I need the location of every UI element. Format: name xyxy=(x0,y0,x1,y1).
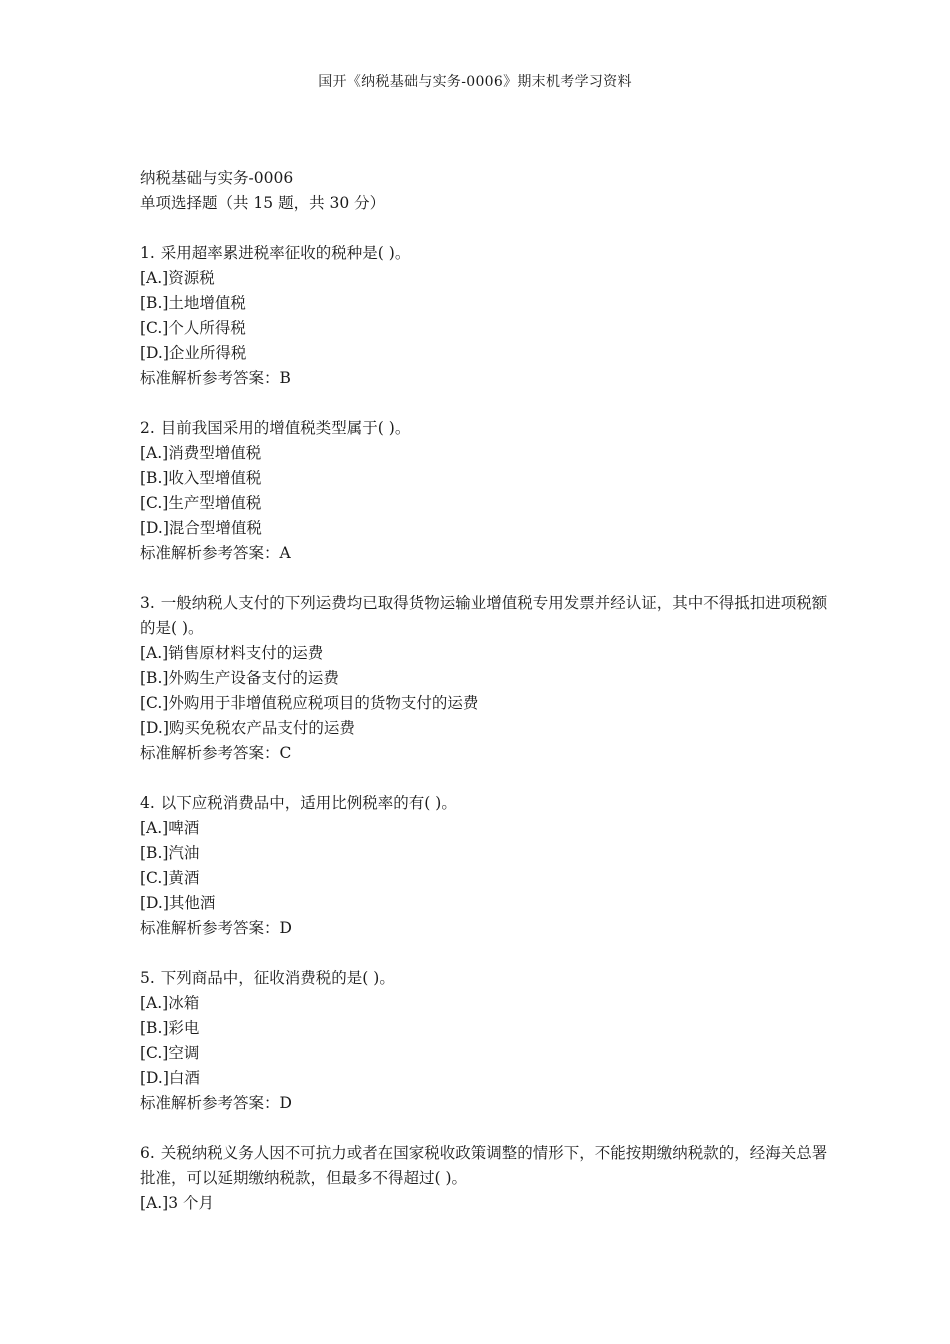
answer-line: 标准解析参考答案：D xyxy=(140,919,292,937)
option-a: [A.]消费型增值税 xyxy=(140,444,262,462)
question-3 xyxy=(140,591,830,766)
option-a: [A.]资源税 xyxy=(140,269,215,287)
question-text: 采用超率累进税率征收的税种是( )。 xyxy=(160,244,411,262)
question-stem xyxy=(140,1141,830,1191)
question-stem xyxy=(140,241,830,266)
option-c: [C.]外购用于非增值税应税项目的货物支付的运费 xyxy=(140,694,479,712)
answer-line: 标准解析参考答案：D xyxy=(140,1094,292,1112)
question-4 xyxy=(140,791,830,941)
section-title: 单项选择题（共 15 题，共 30 分） xyxy=(140,194,386,212)
option-d: [D.]其他酒 xyxy=(140,894,216,912)
answer-line: 标准解析参考答案：A xyxy=(140,544,291,562)
question-text: 关税纳税义务人因不可抗力或者在国家税收政策调整的情形下，不能按期缴纳税款的，经海关总署批准，可以延期缴纳税款，但最多不得超过( )。 xyxy=(140,1144,828,1187)
question-stem xyxy=(140,416,830,441)
page-header: 国开《纳税基础与实务-0006》期末机考学习资料 xyxy=(318,74,632,90)
question-number: 5. xyxy=(140,969,155,987)
option-b: [B.]彩电 xyxy=(140,1019,200,1037)
question-1 xyxy=(140,241,830,391)
question-text: 以下应税消费品中，适用比例税率的有( )。 xyxy=(160,794,457,812)
question-stem xyxy=(140,966,830,991)
question-5 xyxy=(140,966,830,1116)
question-number: 2. xyxy=(140,419,155,437)
option-a: [A.]啤酒 xyxy=(140,819,200,837)
question-number: 4. xyxy=(140,794,155,812)
question-text: 下列商品中，征收消费税的是( )。 xyxy=(160,969,395,987)
question-stem xyxy=(140,591,830,641)
question-6 xyxy=(140,1141,830,1216)
question-text: 一般纳税人支付的下列运费均已取得货物运输业增值税专用发票并经认证，其中不得抵扣进项税额的是( )。 xyxy=(140,594,828,637)
option-b: [B.]土地增值税 xyxy=(140,294,246,312)
option-a: [A.]3 个月 xyxy=(140,1194,215,1212)
answer-line: 标准解析参考答案：B xyxy=(140,369,291,387)
question-number: 1. xyxy=(140,244,155,262)
question-number: 3. xyxy=(140,594,155,612)
option-b: [B.]汽油 xyxy=(140,844,200,862)
option-a: [A.]冰箱 xyxy=(140,994,200,1012)
answer-line: 标准解析参考答案：C xyxy=(140,744,292,762)
option-c: [C.]黄酒 xyxy=(140,869,200,887)
option-c: [C.]个人所得税 xyxy=(140,319,246,337)
question-number: 6. xyxy=(140,1144,155,1162)
question-text: 目前我国采用的增值税类型属于( )。 xyxy=(160,419,411,437)
document-content xyxy=(140,166,830,1216)
option-d: [D.]白酒 xyxy=(140,1069,200,1087)
option-c: [C.]空调 xyxy=(140,1044,200,1062)
option-b: [B.]收入型增值税 xyxy=(140,469,262,487)
question-2 xyxy=(140,416,830,566)
option-d: [D.]企业所得税 xyxy=(140,344,247,362)
question-stem xyxy=(140,791,830,816)
option-b: [B.]外购生产设备支付的运费 xyxy=(140,669,339,687)
option-d: [D.]混合型增值税 xyxy=(140,519,262,537)
option-d: [D.]购买免税农产品支付的运费 xyxy=(140,719,355,737)
option-a: [A.]销售原材料支付的运费 xyxy=(140,644,324,662)
option-c: [C.]生产型增值税 xyxy=(140,494,262,512)
doc-title: 纳税基础与实务-0006 xyxy=(140,169,294,187)
